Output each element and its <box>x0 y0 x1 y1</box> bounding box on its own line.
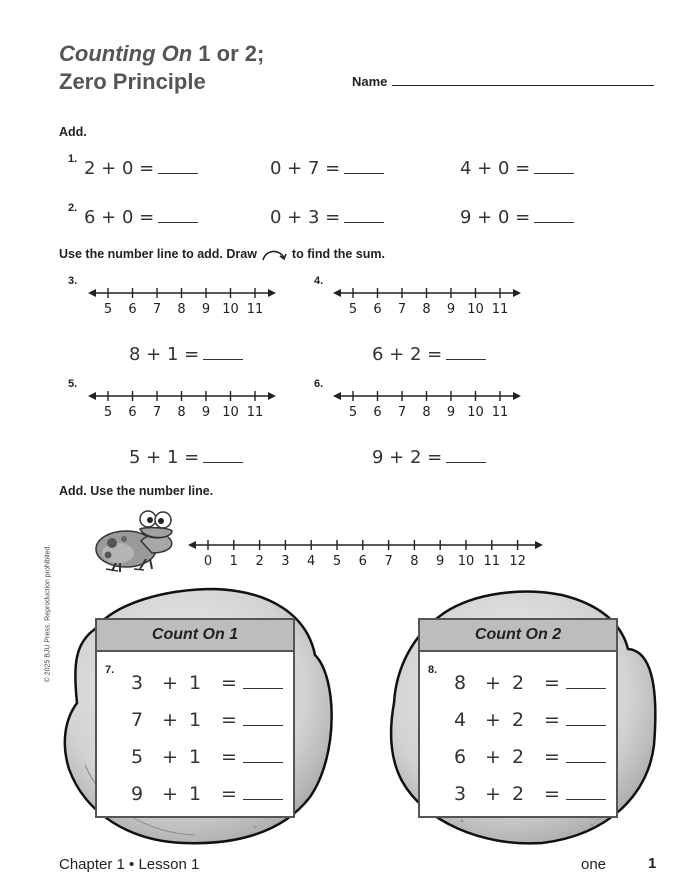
copyright-notice: © 2025 BJU Press. Reproduction prohibited. <box>44 544 52 683</box>
tick-label: 3 <box>281 554 290 569</box>
tick-label: 4 <box>307 554 316 569</box>
tick-label: 8 <box>177 302 186 317</box>
number-line-0-12 <box>188 535 543 569</box>
tick-label: 11 <box>491 405 509 420</box>
count-on-2-box <box>418 618 618 818</box>
number-line-arrow-icon <box>333 289 341 297</box>
title-line-2: Zero Principle <box>59 69 206 94</box>
number-line <box>333 386 521 420</box>
problem-number: 8. <box>428 664 438 676</box>
problem-number: 4. <box>314 275 324 287</box>
equation-2a: 6 + 0 = <box>84 207 198 228</box>
answer-blank[interactable] <box>446 345 486 360</box>
tick-label: 8 <box>422 405 431 420</box>
number-line-arrow-icon <box>535 541 543 549</box>
name-field[interactable] <box>392 85 654 86</box>
tick-label: 9 <box>201 302 211 317</box>
tick-label: 12 <box>509 554 526 569</box>
number-line-arrow-icon <box>88 289 96 297</box>
tick-label: 10 <box>222 405 239 420</box>
tick-label: 7 <box>397 405 407 420</box>
tick-label: 8 <box>422 302 431 317</box>
tick-label: 8 <box>177 405 186 420</box>
tick-label: 5 <box>103 302 113 317</box>
tick-label: 9 <box>446 405 456 420</box>
number-line-arrow-icon <box>513 289 521 297</box>
equation-3: 8 + 1 = <box>129 344 243 365</box>
equation-row: 7 + 1 = <box>97 709 293 733</box>
title-rest: 1 or 2; <box>192 41 265 66</box>
answer-blank[interactable] <box>203 448 243 463</box>
answer-blank[interactable] <box>203 345 243 360</box>
equation-row: 9 + 1 = <box>97 783 293 807</box>
tick-label: 6 <box>128 405 137 420</box>
number-line <box>88 386 276 420</box>
tick-label: 6 <box>373 405 382 420</box>
equation-row: 5 + 1 = <box>97 746 293 770</box>
equation-6: 9 + 2 = <box>372 447 486 468</box>
answer-blank[interactable] <box>243 688 283 689</box>
problem-number: 2. <box>68 202 78 214</box>
tick-label: 7 <box>384 554 393 569</box>
number-line <box>333 283 521 317</box>
number-line-arrow-icon <box>268 289 276 297</box>
tick-label: 9 <box>201 405 211 420</box>
number-line-arrow-icon <box>333 392 341 400</box>
equation-row: 8 + 2 = <box>420 672 616 696</box>
tick-label: 1 <box>229 554 238 569</box>
tick-label: 5 <box>103 405 113 420</box>
answer-blank[interactable] <box>534 159 574 174</box>
tick-label: 7 <box>397 302 407 317</box>
numberline-instruction: Use the number line to add. Draw to find the sum. <box>59 247 385 261</box>
tick-label: 10 <box>222 302 239 317</box>
tick-label: 11 <box>483 554 501 569</box>
problem-number: 6. <box>314 378 324 390</box>
equation-1b: 0 + 7 = <box>270 158 384 179</box>
tick-label: 10 <box>467 405 484 420</box>
page-title <box>59 40 264 96</box>
number-line-arrow-icon <box>88 392 96 400</box>
equation-2c: 9 + 0 = <box>460 207 574 228</box>
equation-row: 3 + 1 = <box>97 672 293 696</box>
equation-2b: 0 + 3 = <box>270 207 384 228</box>
equation-row: 4 + 2 = <box>420 709 616 733</box>
number-line-arrow-icon <box>188 541 196 549</box>
tick-label: 9 <box>436 554 445 569</box>
equation-1c: 4 + 0 = <box>460 158 574 179</box>
tick-label: 11 <box>246 302 264 317</box>
answer-blank[interactable] <box>344 208 384 223</box>
add-instruction: Add. <box>59 125 87 139</box>
tick-label: 9 <box>446 302 456 317</box>
frog-illustration <box>86 503 186 575</box>
tick-label: 7 <box>152 302 162 317</box>
tick-label: 0 <box>203 554 213 569</box>
use-line-instruction: Add. Use the number line. <box>59 484 214 498</box>
tick-label: 11 <box>491 302 509 317</box>
answer-blank[interactable] <box>566 799 606 800</box>
answer-blank[interactable] <box>243 799 283 800</box>
number-line-arrow-icon <box>268 392 276 400</box>
tick-label: 8 <box>410 554 419 569</box>
tick-label: 10 <box>467 302 484 317</box>
tick-label: 2 <box>255 554 264 569</box>
problem-number: 7. <box>105 664 115 676</box>
equation-5: 5 + 1 = <box>129 447 243 468</box>
tick-label: 6 <box>358 554 367 569</box>
tick-label: 6 <box>373 302 382 317</box>
equation-1a: 2 + 0 = <box>84 158 198 179</box>
answer-blank[interactable] <box>243 762 283 763</box>
count-on-1-box <box>95 618 295 818</box>
page-number: 1 <box>648 855 657 872</box>
title-italic: Counting On <box>59 41 193 66</box>
problem-number: 5. <box>68 378 78 390</box>
equation-4: 6 + 2 = <box>372 344 486 365</box>
problem-number: 3. <box>68 275 78 287</box>
answer-blank[interactable] <box>243 725 283 726</box>
answer-blank[interactable] <box>344 159 384 174</box>
problem-number: 1. <box>68 153 78 165</box>
tick-label: 7 <box>152 405 162 420</box>
box-title: Count On 2 <box>420 620 616 652</box>
page-word: one <box>581 856 607 873</box>
hop-arrow-icon <box>260 248 288 262</box>
chapter-lesson: Chapter 1 • Lesson 1 <box>59 856 200 873</box>
tick-label: 5 <box>348 302 358 317</box>
tick-label: 6 <box>128 302 137 317</box>
tick-label: 5 <box>348 405 358 420</box>
box-title: Count On 1 <box>97 620 293 652</box>
answer-blank[interactable] <box>158 208 198 223</box>
answer-blank[interactable] <box>446 448 486 463</box>
number-line-arrow-icon <box>513 392 521 400</box>
tick-label: 10 <box>457 554 475 569</box>
answer-blank[interactable] <box>534 208 574 223</box>
tick-label: 5 <box>332 554 342 569</box>
equation-row: 3 + 2 = <box>420 783 616 807</box>
number-line <box>88 283 276 317</box>
tick-label: 11 <box>246 405 264 420</box>
name-label: Name <box>352 74 388 89</box>
answer-blank[interactable] <box>566 762 606 763</box>
answer-blank[interactable] <box>566 725 606 726</box>
equation-row: 6 + 2 = <box>420 746 616 770</box>
answer-blank[interactable] <box>566 688 606 689</box>
answer-blank[interactable] <box>158 159 198 174</box>
